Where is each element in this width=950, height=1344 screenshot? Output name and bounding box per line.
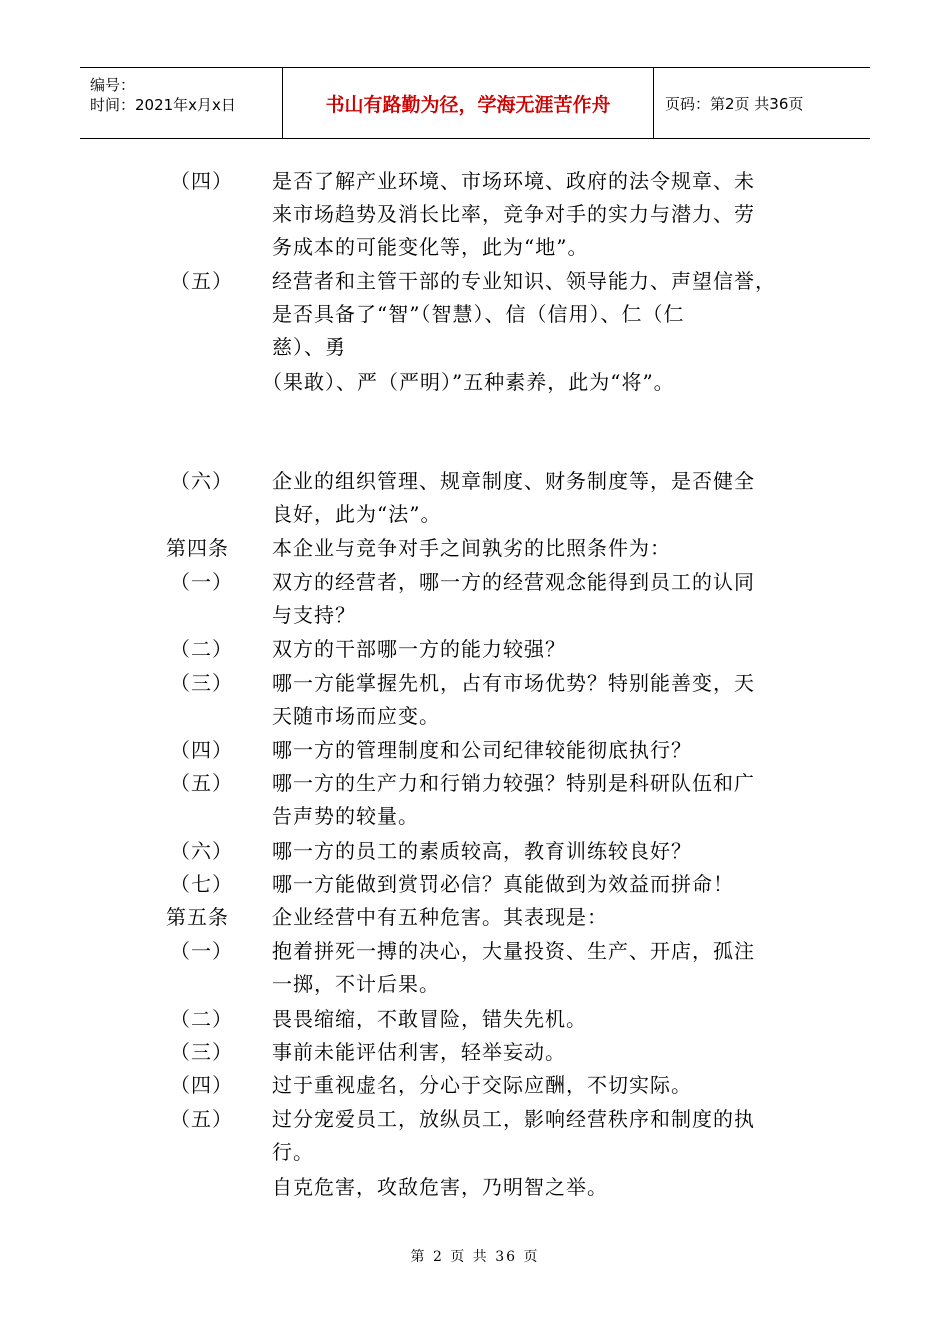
item-text: 双方的干部哪一方的能力较强？: [272, 637, 566, 661]
item-text: （果敢）、严（严明）”五种素养，此为“将”。: [262, 370, 675, 394]
header-number: 编号：: [90, 76, 136, 94]
item-label: （五）: [170, 269, 233, 293]
item-label: （七）: [170, 872, 233, 896]
article-text: 企业经营中有五种危害。其表现是：: [272, 905, 608, 929]
page-footer: 第 2 页 共 36 页: [410, 1249, 540, 1265]
article-label: 第四条: [166, 536, 229, 560]
item-text: 抱着拼死一搏的决心，大量投资、生产、开店，孤注: [272, 939, 755, 963]
item-text: 是否了解产业环境、市场环境、政府的法令规章、未: [272, 169, 755, 193]
item-text: 哪一方的生产力和行销力较强？特别是科研队伍和广: [272, 771, 755, 795]
closing-text: 自克危害，攻敌危害，乃明智之举。: [272, 1175, 608, 1199]
header-time: 时间：2021年x月x日: [90, 96, 236, 114]
item-label: （六）: [170, 469, 233, 493]
item-text: 良好，此为“法”。: [272, 502, 442, 526]
item-text: 哪一方的员工的素质较高，教育训练较良好？: [272, 839, 692, 863]
item-text: 过分宠爱员工，放纵员工，影响经营秩序和制度的执: [272, 1107, 755, 1131]
item-label: （三）: [170, 671, 233, 695]
header-page-info: 页码：第2页 共36页: [665, 94, 804, 113]
item-label: （五）: [170, 771, 233, 795]
page-header: [80, 67, 870, 139]
item-label: （二）: [170, 637, 233, 661]
header-motto: 书山有路勤为径，学海无涯苦作舟: [283, 68, 654, 138]
item-label: （六）: [170, 839, 233, 863]
item-label: （一）: [170, 570, 233, 594]
item-text: 天随市场而应变。: [272, 704, 440, 728]
item-label: （四）: [170, 169, 233, 193]
item-label: （二）: [170, 1007, 233, 1031]
item-text: 事前未能评估利害，轻举妄动。: [272, 1040, 566, 1064]
item-text: 哪一方能做到赏罚必信？真能做到为效益而拼命！: [272, 872, 734, 896]
item-label: （四）: [170, 1073, 233, 1097]
item-label: （四）: [170, 738, 233, 762]
item-text: 与支持？: [272, 603, 356, 627]
item-text: 哪一方能掌握先机，占有市场优势？特别能善变，天: [272, 671, 755, 695]
item-text: 经营者和主管干部的专业知识、领导能力、声望信誉，: [272, 269, 776, 293]
item-text: 一掷，不计后果。: [272, 972, 440, 996]
item-text: 告声势的较量。: [272, 804, 419, 828]
item-text: 行。: [272, 1140, 314, 1164]
item-label: （三）: [170, 1040, 233, 1064]
item-text: 是否具备了“智”（智慧）、信（信用）、仁（仁: [272, 302, 685, 326]
article-label: 第五条: [166, 905, 229, 929]
item-text: 哪一方的管理制度和公司纪律较能彻底执行？: [272, 738, 692, 762]
item-text: 来市场趋势及消长比率，竞争对手的实力与潜力、劳: [272, 202, 755, 226]
item-text: 畏畏缩缩，不敢冒险，错失先机。: [272, 1007, 587, 1031]
item-text: 双方的经营者，哪一方的经营观念能得到员工的认同: [272, 570, 755, 594]
item-text: 企业的组织管理、规章制度、财务制度等，是否健全: [272, 469, 755, 493]
article-text: 本企业与竞争对手之间孰劣的比照条件为：: [272, 536, 671, 560]
item-label: （五）: [170, 1107, 233, 1131]
item-text: 务成本的可能变化等，此为“地”。: [272, 235, 589, 259]
header-meta: [80, 68, 283, 138]
item-text: 过于重视虚名，分心于交际应酬，不切实际。: [272, 1073, 692, 1097]
item-text: 慈）、勇: [272, 335, 346, 359]
item-label: （一）: [170, 939, 233, 963]
